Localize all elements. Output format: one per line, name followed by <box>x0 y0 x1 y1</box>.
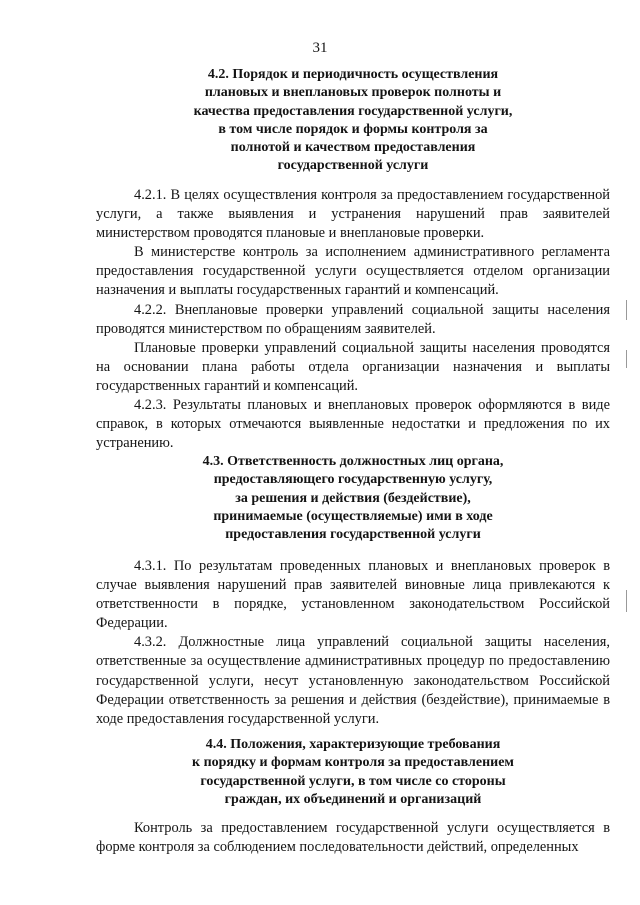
section-4-3-body <box>96 557 610 729</box>
paragraph: В министерстве контроль за исполнением административного регламента предоставления государственной услуги осуществляется отделом организации назначения и выплаты государственных гарантий и компенсаций. <box>96 244 610 299</box>
paragraph: 4.3.1. По результатам проведенных плановых и внеплановых проверок в случае выявления нарушений прав заявителей виновные лица привлекаются к ответственности в порядке, установленном законодательством Российской Федерации. <box>96 558 610 632</box>
paragraph: 4.3.2. Должностные лица управлений социальной защиты населения, ответственные за осуществление административных процедур по предоставлению государственной услуги, несут установленную законодательством Российской Федерации ответственность за решения и действия (бездействие), принимаемые в ходе предоставления государственной услуги. <box>96 634 610 727</box>
heading-line: 4.4. Положения, характеризующие требования <box>205 737 501 752</box>
heading-line: предоставляющего государственную услугу, <box>213 472 493 488</box>
paragraph: Плановые проверки управлений социальной защиты населения проводятся на основании плана работы отдела организации назначения и выплаты государственных гарантий и компенсаций. <box>96 339 610 394</box>
heading-line: полнотой и качеством предоставления <box>230 140 476 156</box>
heading-line: 4.3. Ответственность должностных лиц органа, <box>202 454 504 469</box>
section-4-3-heading <box>96 453 610 544</box>
heading-line: граждан, их объединений и организаций <box>224 791 482 807</box>
heading-line: предоставления государственной услуги <box>225 527 481 543</box>
section-4-2-body <box>96 186 610 453</box>
heading-line: государственной услуги, в том числе со стороны <box>200 773 506 789</box>
paragraph: 4.2.2. Внеплановые проверки управлений социальной защиты населения проводятся министерством по обращениям заявителей. <box>96 301 610 337</box>
heading-line: 4.2. Порядок и периодичность осуществления <box>207 67 499 82</box>
heading-line: в том числе порядок и формы контроля за <box>218 121 488 137</box>
page-number: 31 <box>312 40 328 56</box>
paragraph: 4.2.3. Результаты плановых и внеплановых проверок оформляются в виде справок, в которых отмечаются выявленные недостатки и предложения по их устранению. <box>96 397 610 452</box>
section-4-4-body <box>96 819 610 857</box>
paragraph: 4.2.1. В целях осуществления контроля за предоставлением государственной услуги, а также выявления и устранения нарушений прав заявителей министерством проводятся плановые и внеплановые проверки. <box>96 187 610 242</box>
heading-line: к порядку и формам контроля за предоставлением <box>192 755 514 771</box>
heading-line: за решения и действия (бездействие), <box>235 490 471 506</box>
heading-line: принимаемые (осуществляемые) ими в ходе <box>213 508 493 524</box>
scan-edge-mark <box>626 300 627 320</box>
scan-edge-mark <box>626 590 627 612</box>
heading-line: государственной услуги <box>277 158 429 174</box>
paragraph: Контроль за предоставлением государственной услуги осуществляется в форме контроля за соблюдением последовательности действий, определенных <box>96 820 610 856</box>
scan-edge-mark <box>626 350 627 368</box>
heading-line: плановых и внеплановых проверок полноты и <box>204 85 502 101</box>
heading-line: качества предоставления государственной услуги, <box>193 103 513 119</box>
section-4-4-heading <box>96 736 610 809</box>
section-4-2-heading <box>96 66 610 176</box>
